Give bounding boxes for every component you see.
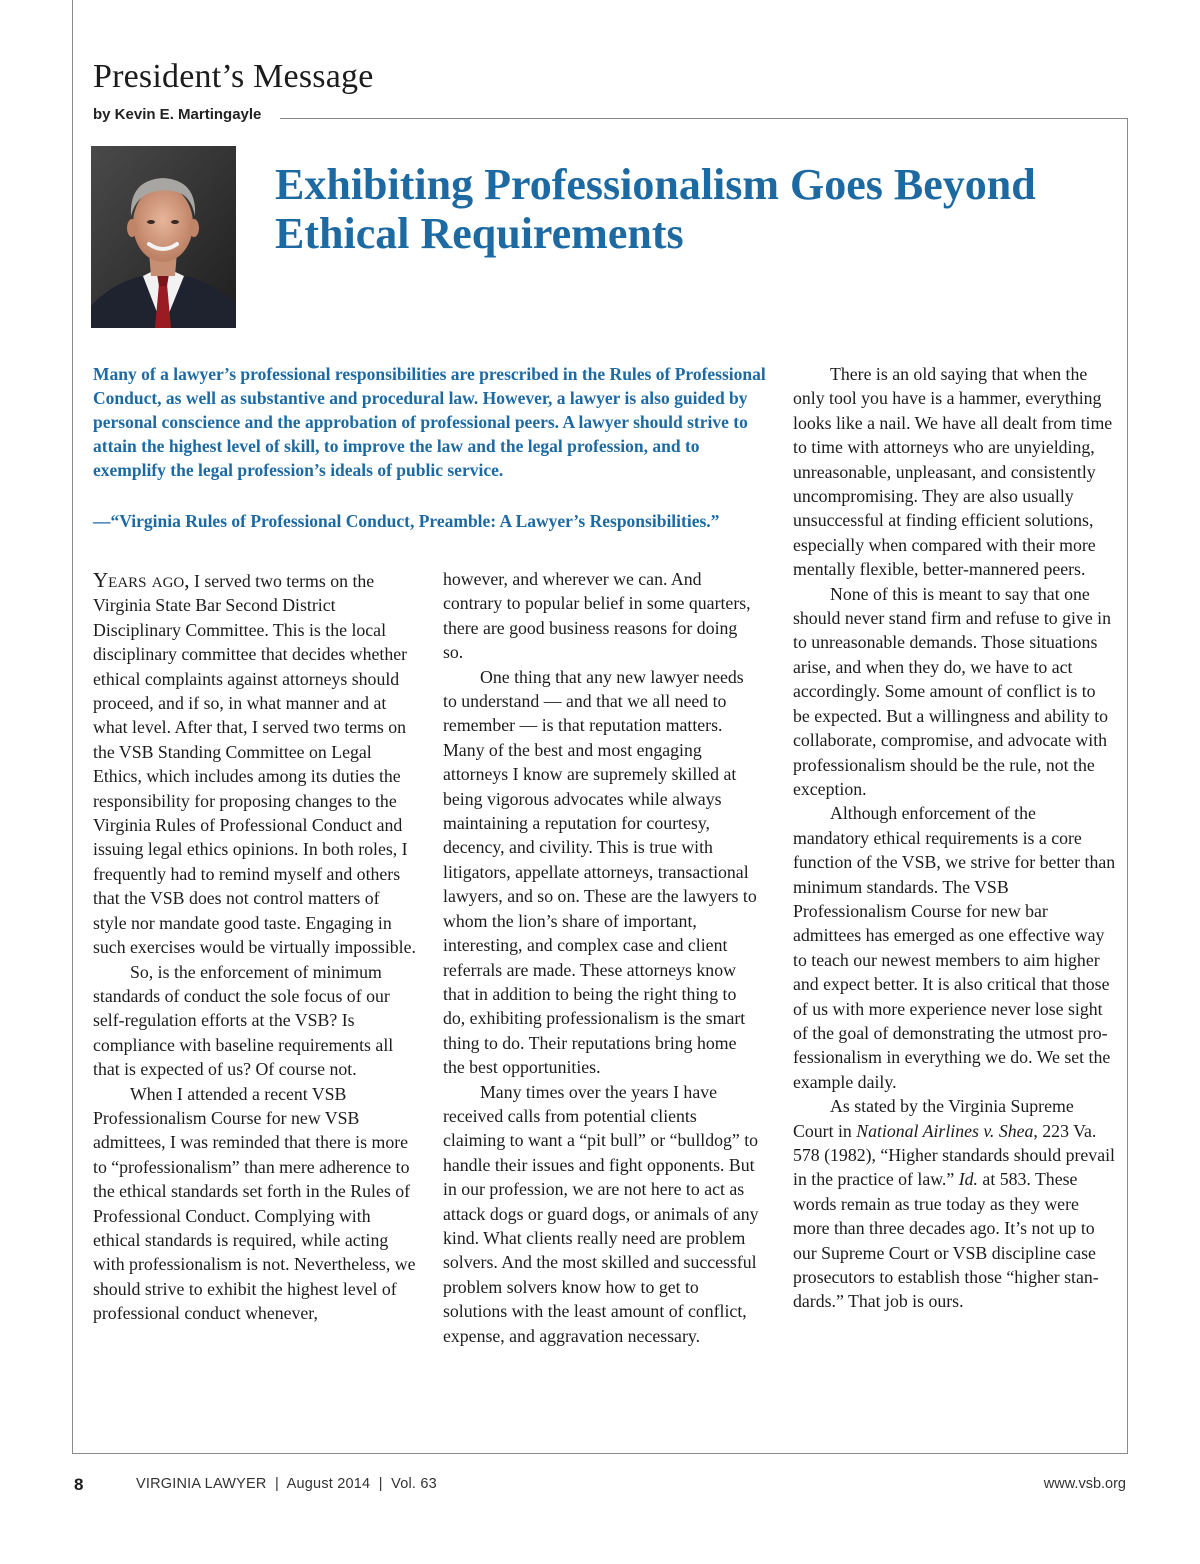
paragraph-text: at 583. These words remain as true today as they were more than three decades ago. It’s not up to our Supreme Court or VSB discipline case prosecutors to establish those “higher standards.” That job is ours. (793, 1169, 1099, 1312)
paragraph-text: , 223 Va. 578 (1982), “Higher standards should prevail in the practice of law.” (793, 1120, 1115, 1190)
paragraph: One thing that any new lawyer needs to understand — and that we all need to remember — is that reputation matters. Many of the best and most engaging attorneys I know are supremely skilled at being vigorous advocates while always maintaining a reputation for courtesy, decency, and civility. This is true with litigators, appellate attorneys, transactional lawyers, and so on. These are the lawyers to whom the lion’s share of important, interesting, and complex case and client referrals are made. These attorneys know that in addition to being the right thing to do, exhibiting professionalism is the smart thing to do. Their reputations bring home the best opportunities. (443, 666, 757, 1078)
paragraph: When I attended a recent VSB Professionalism Course for new VSB admittees, I was reminded that there is more to “professionalism” than mere adherence to the ethical standards set forth in the Rules of Professional Conduct. Complying with ethical standards is required, while acting with professionalism is not. Nevertheless, we should strive to exhibit the highest level of professional conduct whenever, (93, 1083, 416, 1324)
body-column-1 (93, 568, 416, 1326)
paragraph: Many times over the years I have received calls from potential clients claiming to want a “pit bull” or “bulldog” to handle their issues and fight opponents. But in our profession, we are not here to act as attack dogs or guard dogs, or animals of any kind. What clients really need are problem solvers. And the most skilled and successful problem solvers know how to get to solutions with the least amount of conflict, expense, and aggravation necessary. (443, 1081, 759, 1346)
paragraph: There is an old saying that when the only tool you have is a hammer, everything looks like a nail. We have all dealt from time to time with attorneys who are unyielding, unreasonable, unpleasant, and consistently uncompromising. They are also usually unsuccessful at finding efficient solutions, especially when compared with their more mentally flexible, better-mannered peers. (793, 364, 1113, 580)
publication-info: VIRGINIA LAWYER | August 2014 | Vol. 63 (136, 1476, 437, 1492)
intro-citation: —“Virginia Rules of Professional Conduct, Preamble: A Lawyer’s Responsibilities.” (93, 511, 720, 531)
paragraph (93, 568, 416, 960)
paragraph (793, 1094, 1116, 1314)
intro-quote: Many of a lawyer’s professional responsibilities are prescribed in the Rules of Professional Conduct, as well as substantive and procedural law. However, a lawyer is also guided by personal conscience and the approbation of professional peers. A lawyer should strive to attain the highest level of skill, to improve the law and the legal profession, and to exemplify the legal profession’s ideals of public service. (93, 364, 766, 480)
byline: by Kevin E. Martingayle (93, 106, 262, 123)
section-title: President’s Message (93, 58, 374, 95)
body-column-2 (443, 567, 761, 1348)
paragraph-text: I served two terms on the Virginia State Bar Second District Disciplinary Committee. This is the local disciplinary committee that decides whether ethical complaints against attorneys should proceed, and if so, in what manner and at what level. After that, I served two terms on the VSB Standing Committee on Legal Ethics, which includes among its duties the responsibility for proposing changes to the Virginia Rules of Professional Conduct and issuing legal ethics opinions. In both roles, I frequently had to remind myself and others that the VSB does not control matters of style nor mandate good taste. Engaging in such exercises would be virtually impossible. (93, 571, 416, 958)
portrait-icon (91, 146, 236, 328)
page-number: 8 (74, 1475, 84, 1494)
website-link[interactable]: www.vsb.org (1043, 1476, 1126, 1492)
lead-in-smallcaps: Years ago, (93, 568, 190, 592)
author-portrait (91, 146, 236, 328)
id-citation: Id. (958, 1169, 978, 1190)
paragraph: Although enforcement of the mandatory ethical requirements is a core function of the VSB, we strive for better than minimum standards. The VSB Professionalism Course for new bar admittees has emerged as one effective way to teach our newest members to aim higher and expect better. It is also critical that those of us with more experience never lose sight of the goal of demonstrating the utmost professionalism in everything we do. We set the example daily. (793, 803, 1116, 1092)
paragraph-text: As stated by the Virginia Supreme Court in (793, 1096, 1074, 1141)
paragraph: So, is the enforcement of minimum standards of conduct the sole focus of our self-regulation efforts at the VSB? Is compliance with baseline requirements all that is expected of us? Of course not. (93, 961, 394, 1080)
paragraph: None of this is meant to say that one should never stand firm and refuse to give in to unreasonable demands. Those situations arise, and when they do, we have to act accordingly. Some amount of conflict is to be expected. But a willingness and ability to collaborate, compromise, and advocate with professionalism should be the rule, not the exception. (793, 583, 1112, 799)
body-column-3 (793, 362, 1116, 1314)
case-name: National Airlines v. Shea (856, 1120, 1034, 1141)
article-headline: Exhibiting Professionalism Goes Beyond Ethical Requirements (275, 160, 1036, 258)
paragraph: however, and wherever we can. And contrary to popular belief in some quarters, there are good business reasons for doing so. (443, 569, 751, 663)
